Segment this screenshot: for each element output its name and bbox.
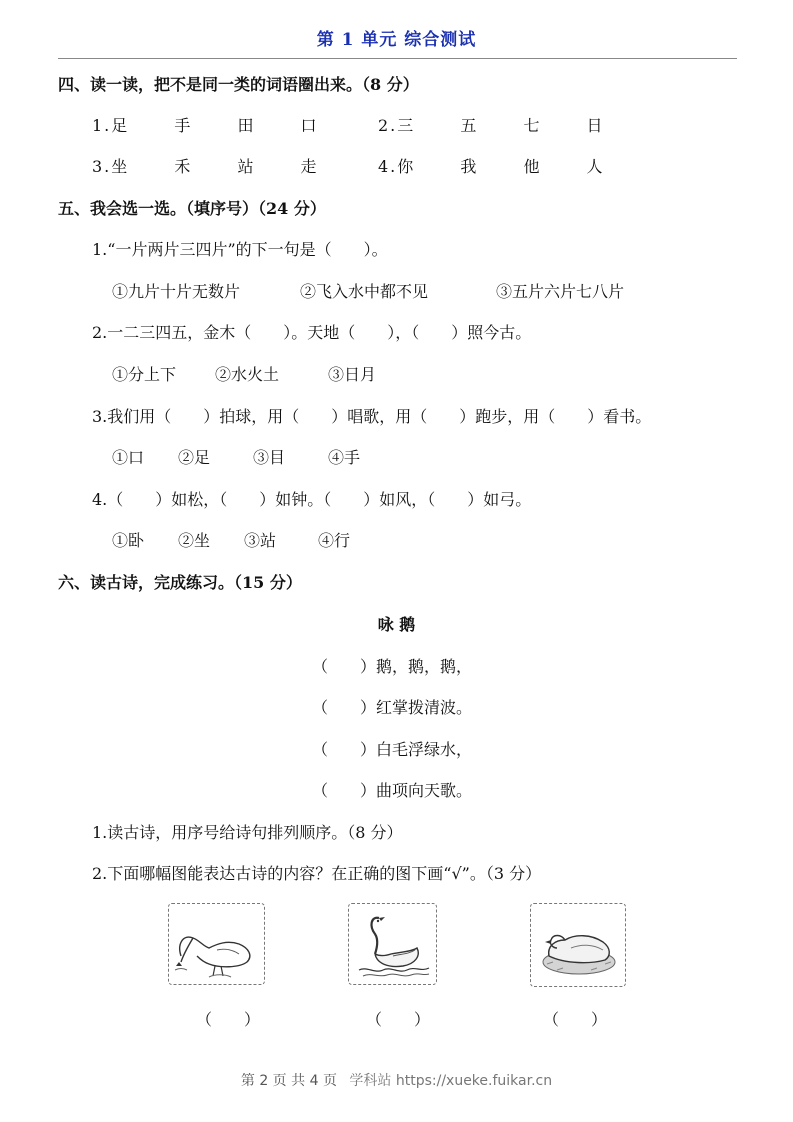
s6-question-1: 1.读古诗，用序号给诗句排列顺序。（8 分） — [92, 823, 403, 842]
page-footer — [0, 1070, 793, 1090]
section-4-heading: 四、读一读，把不是同一类的词语圈出来。（8 分） — [58, 75, 419, 94]
poem-line-4: （ ）曲项向天歌。 — [312, 781, 473, 800]
goose-swimming-illustration — [349, 904, 436, 984]
s5-question-2: 2.一二三四五，金木（ ）。天地（ ），（ ）照今古。 — [92, 323, 532, 342]
answer-paren-1[interactable]: （ ） — [196, 1010, 261, 1029]
page-title: 第 1 单元 综合测试 — [316, 30, 477, 50]
header-divider — [58, 58, 737, 59]
s5-q4-option-2: ②坐 — [178, 531, 211, 550]
s4-item-3: 3.坐 禾 站 走 — [92, 157, 319, 176]
s5-q3-option-2: ②足 — [178, 448, 211, 467]
goose-nesting-illustration — [531, 904, 625, 986]
s5-q3-option-1: ①口 — [112, 448, 145, 467]
s5-q4-option-3: ③站 — [244, 531, 277, 550]
answer-paren-3[interactable]: （ ） — [543, 1010, 608, 1029]
s5-question-1: 1.“一片两片三四片”的下一句是（ ）。 — [92, 240, 388, 259]
poem-line-1: （ ）鹅，鹅，鹅， — [312, 657, 473, 676]
s5-q1-option-1: ①九片十片无数片 — [112, 282, 241, 301]
s5-q3-option-4: ④手 — [328, 448, 361, 467]
s5-q1-option-3: ③五片六片七八片 — [496, 282, 625, 301]
s5-q4-option-4: ④行 — [318, 531, 351, 550]
s5-q2-option-3: ③日月 — [328, 365, 377, 384]
poem-line-2: （ ）红掌拨清波。 — [312, 698, 473, 717]
s5-q3-option-3: ③目 — [253, 448, 286, 467]
s4-item-2: 2.三 五 七 日 — [378, 116, 605, 135]
goose-drinking-illustration — [169, 904, 264, 984]
s5-q4-option-1: ①卧 — [112, 531, 145, 550]
section-5-heading: 五、我会选一选。（填序号）（24 分） — [58, 199, 326, 218]
poem-title: 咏 鹅 — [377, 615, 416, 634]
s4-item-4: 4.你 我 他 人 — [378, 157, 605, 176]
goose-picture-2 — [348, 903, 437, 985]
s5-q1-option-2: ②飞入水中都不见 — [300, 282, 429, 301]
goose-picture-1 — [168, 903, 265, 985]
answer-paren-2[interactable]: （ ） — [366, 1010, 431, 1029]
page-number: 第 2 页 共 4 页 — [240, 1073, 337, 1089]
section-6-heading: 六、读古诗，完成练习。（15 分） — [58, 573, 302, 592]
s4-item-1: 1.足 手 田 口 — [92, 116, 319, 135]
poem-line-3: （ ）白毛浮绿水， — [312, 740, 473, 759]
s6-question-2: 2.下面哪幅图能表达古诗的内容？在正确的图下画“√”。（3 分） — [92, 864, 542, 883]
s5-q2-option-1: ①分上下 — [112, 365, 177, 384]
s5-question-3: 3.我们用（ ）拍球，用（ ）唱歌，用（ ）跑步，用（ ）看书。 — [92, 407, 652, 426]
s5-question-4: 4.（ ）如松，（ ）如钟。（ ）如风，（ ）如弓。 — [92, 490, 532, 509]
goose-picture-3 — [530, 903, 626, 987]
watermark: 学科站 https://xueke.fuikar.cn — [349, 1073, 553, 1089]
s5-q2-option-2: ②水火土 — [215, 365, 280, 384]
